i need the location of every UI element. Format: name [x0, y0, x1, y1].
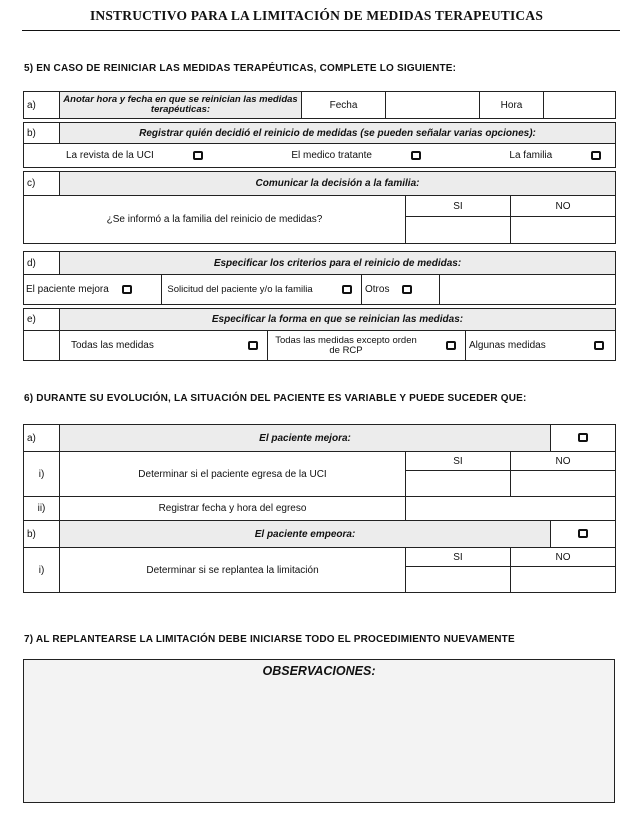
option-algunas-medidas	[466, 331, 616, 361]
option-otros	[362, 275, 440, 305]
row-letter-5c: c)	[24, 172, 60, 196]
instruction-5d: Especificar los criterios para el reinicio de medidas:	[60, 252, 616, 275]
row-letter-6b: b)	[24, 521, 60, 548]
hora-field[interactable]	[544, 92, 616, 119]
option-label: Solicitud del paciente y/o la familia	[167, 283, 313, 295]
section5-e-table	[23, 308, 616, 331]
si-label: SI	[406, 548, 511, 567]
instruction-5e: Especificar la forma en que se reinician las medidas:	[60, 309, 616, 331]
hora-label: Hora	[480, 92, 544, 119]
instruction-6a-ii: Registrar fecha y hora del egreso	[60, 497, 406, 521]
option-solicitud	[162, 275, 362, 305]
empty-cell	[24, 331, 60, 361]
no-answer-cell[interactable]	[511, 471, 616, 497]
checkbox-solicitud[interactable]	[342, 285, 352, 294]
section5-b-table	[23, 122, 616, 168]
question-6b-i: Determinar si se replantea la limitación	[60, 548, 406, 593]
checkbox-la-familia[interactable]	[591, 151, 601, 160]
instruction-5c: Comunicar la decisión a la familia:	[60, 172, 616, 196]
observaciones-box[interactable]	[23, 659, 615, 803]
section5-heading: 5) EN CASO DE REINICIAR LAS MEDIDAS TERAPÉUTICAS, COMPLETE LO SIGUIENTE:	[24, 63, 457, 74]
si-label: SI	[406, 196, 511, 217]
option-label: El paciente mejora	[26, 284, 109, 295]
option-label: Algunas medidas	[469, 340, 546, 351]
row-letter-6a: a)	[24, 425, 60, 452]
question-5c: ¿Se informó a la familia del reinicio de medidas?	[24, 196, 406, 244]
option-label: Todas las medidas	[71, 340, 154, 351]
option-paciente-mejora	[24, 275, 162, 305]
checkbox-paciente-empeora[interactable]	[578, 529, 588, 538]
checkbox-otros[interactable]	[402, 285, 412, 294]
document-title: INSTRUCTIVO PARA LA LIMITACIÓN DE MEDIDAS TERAPEUTICAS	[89, 8, 544, 23]
option-todas-medidas	[60, 331, 268, 361]
no-label: NO	[511, 452, 616, 471]
section5-e-options	[23, 330, 616, 361]
sub-label-6b-i: i)	[24, 548, 60, 593]
egreso-field[interactable]	[406, 497, 616, 521]
instruction-6b: El paciente empeora:	[60, 521, 551, 548]
instruction-5a: Anotar hora y fecha en que se reinician las medidas terapéuticas:	[60, 92, 302, 119]
option-medico-tratante	[291, 150, 420, 161]
checkbox-todas-excepto-rcp[interactable]	[446, 341, 456, 350]
section7-heading: 7) AL REPLANTEARSE LA LIMITACIÓN DEBE INICIARSE TODO EL PROCEDIMIENTO NUEVAMENTE	[24, 634, 515, 645]
otros-field[interactable]	[440, 275, 616, 305]
instruction-6a: El paciente mejora:	[60, 425, 551, 452]
sub-label-6a-i: i)	[24, 452, 60, 497]
section5-c-table	[23, 171, 616, 244]
checkbox-medico-tratante[interactable]	[411, 151, 421, 160]
instruction-5b: Registrar quién decidió el reinicio de medidas (se pueden señalar varias opciones):	[60, 123, 616, 144]
section5-d-table	[23, 251, 616, 275]
checkbox-revista-uci[interactable]	[193, 151, 203, 160]
option-la-familia	[509, 150, 601, 161]
row-letter-5d: d)	[24, 252, 60, 275]
no-answer-cell[interactable]	[511, 567, 616, 593]
no-answer-cell[interactable]	[511, 217, 616, 244]
section5-d-options	[23, 274, 616, 305]
no-label: NO	[511, 196, 616, 217]
si-label: SI	[406, 452, 511, 471]
checkbox-paciente-mejora-6a[interactable]	[578, 433, 588, 442]
option-label: La revista de la UCI	[66, 150, 154, 161]
row-letter-5b: b)	[24, 123, 60, 144]
checkbox-cell-6b	[551, 521, 616, 548]
option-label: Otros	[365, 284, 390, 295]
option-label: Todas las medidas excepto orden de RCP	[275, 334, 417, 356]
si-answer-cell[interactable]	[406, 217, 511, 244]
checkbox-paciente-mejora[interactable]	[122, 285, 132, 294]
si-answer-cell[interactable]	[406, 471, 511, 497]
observaciones-title: OBSERVACIONES:	[262, 664, 376, 678]
row-letter-5e: e)	[24, 309, 60, 331]
option-label: La familia	[509, 150, 553, 161]
checkbox-todas-medidas[interactable]	[248, 341, 258, 350]
options-5b	[24, 144, 616, 168]
no-label: NO	[511, 548, 616, 567]
section6-heading: 6) DURANTE SU EVOLUCIÓN, LA SITUACIÓN DEL PACIENTE ES VARIABLE Y PUEDE SUCEDER QUE:	[24, 393, 527, 404]
fecha-field[interactable]	[386, 92, 480, 119]
section6-table	[23, 424, 616, 593]
question-6a-i: Determinar si el paciente egresa de la UCI	[60, 452, 406, 497]
sub-label-6a-ii: ii)	[24, 497, 60, 521]
checkbox-algunas-medidas[interactable]	[594, 341, 604, 350]
title-underline	[22, 30, 620, 31]
si-answer-cell[interactable]	[406, 567, 511, 593]
fecha-label: Fecha	[302, 92, 386, 119]
row-letter-5a: a)	[24, 92, 60, 119]
option-todas-excepto-rcp	[268, 331, 466, 361]
checkbox-cell-6a	[551, 425, 616, 452]
option-label: El medico tratante	[291, 150, 372, 161]
section5-a-table	[23, 91, 616, 119]
option-revista-uci	[66, 150, 203, 161]
